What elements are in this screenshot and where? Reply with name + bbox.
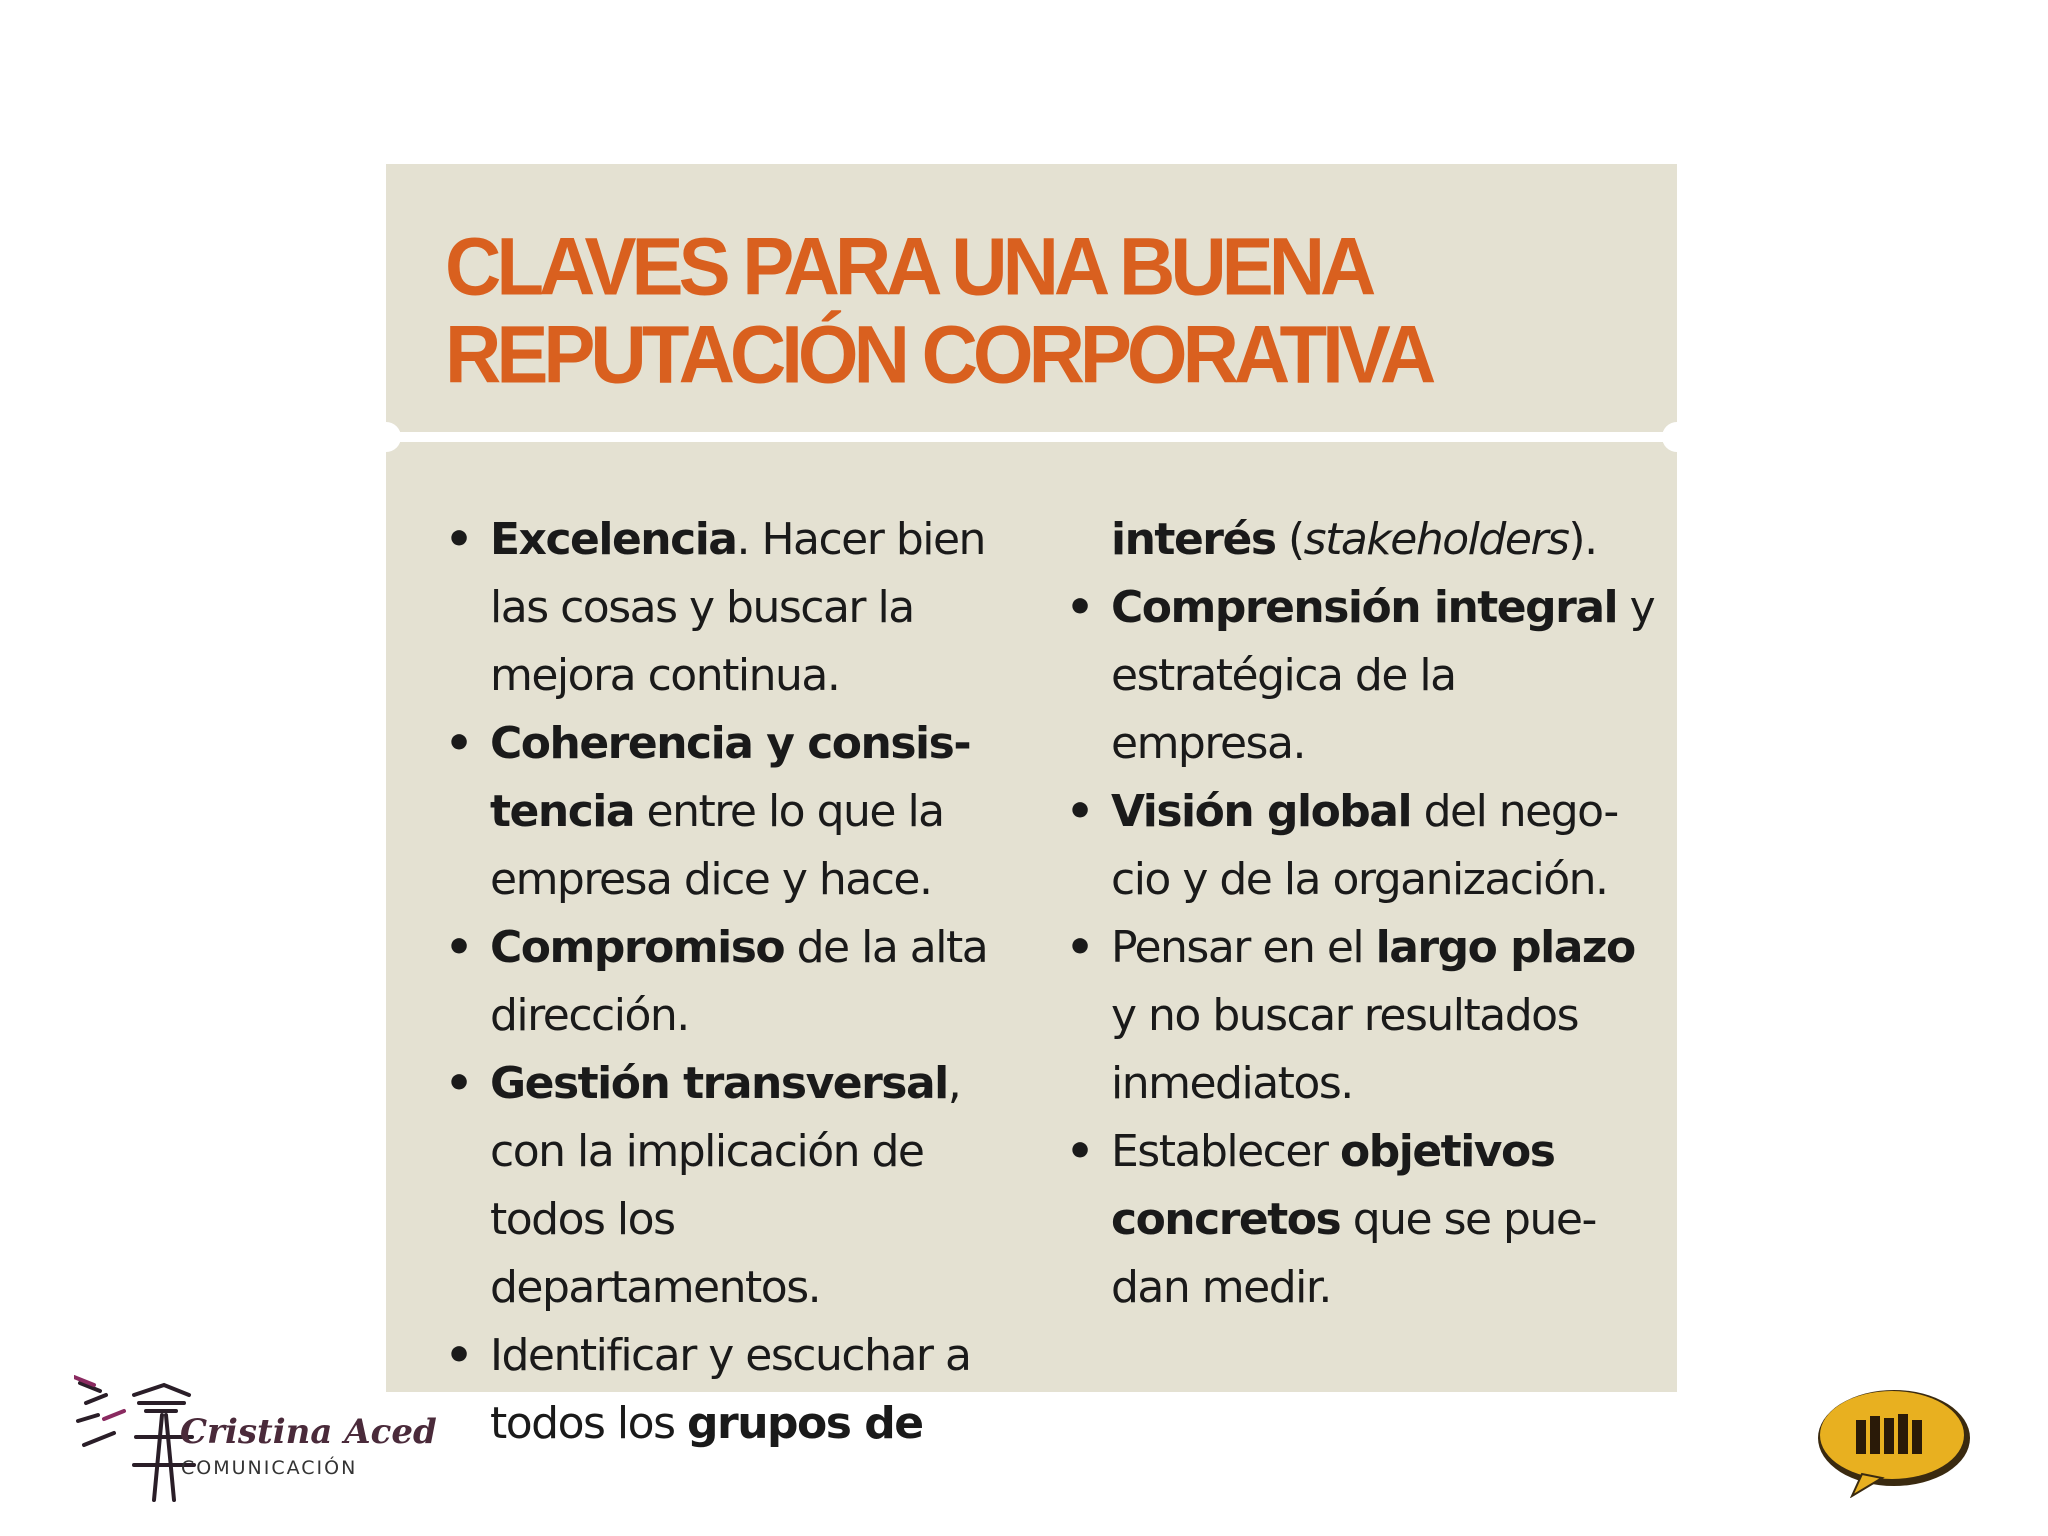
list-item: • Excelencia. Hacer bien las cosas y buscar la mejora continua. xyxy=(445,514,985,701)
title-line-1: CLAVES PARA UNA BUENA xyxy=(445,219,1372,313)
list-item: • Visión global del nego- cio y de la organización. xyxy=(1066,786,1618,905)
list-item: • Pensar en el largo plazo y no buscar resultados inmediatos. xyxy=(1066,922,1635,1109)
list-item-continuation: interés (stakeholders). xyxy=(1111,514,1597,565)
list-item: • Identificar y escuchar a todos los grupos de xyxy=(445,1330,971,1449)
right-column-list xyxy=(1066,506,1656,1322)
logo-subtitle: COMUNICACIÓN xyxy=(181,1457,358,1479)
left-column-list xyxy=(445,506,1015,1458)
title-line-2: REPUTACIÓN CORPORATIVA xyxy=(445,308,1432,401)
panel-notch-left xyxy=(371,422,401,452)
logo-name: Cristina Aced xyxy=(180,1412,437,1452)
speech-bubble-logo-icon xyxy=(1812,1388,1972,1498)
list-item: • Gestión transversal, con la implicación de todos los departamentos. xyxy=(445,1058,961,1313)
list-item: • Compromiso de la alta dirección. xyxy=(445,922,988,1041)
list-item: • Coherencia y consis- tencia entre lo que la empresa dice y hace. xyxy=(445,718,971,905)
page-title xyxy=(445,219,1432,401)
panel-notch-right xyxy=(1662,422,1692,452)
list-item: • Establecer objetivos concretos que se pue- dan medir. xyxy=(1066,1126,1596,1313)
list-item: • Comprensión integral y estratégica de la empresa. xyxy=(1066,582,1655,769)
